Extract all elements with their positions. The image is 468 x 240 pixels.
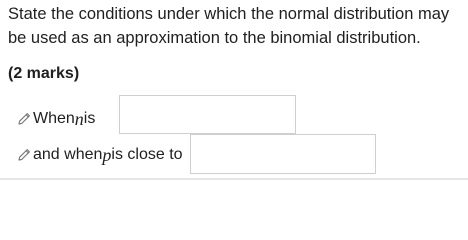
variable-n: n — [74, 109, 84, 129]
answer-input-p[interactable] — [190, 134, 376, 174]
answer-suffix: is — [83, 110, 96, 127]
answer-row-n — [16, 109, 95, 129]
answer-prefix: and when — [33, 146, 103, 163]
pencil-icon — [16, 111, 32, 127]
pencil-icon — [16, 147, 32, 163]
answer-row-p — [16, 145, 183, 165]
marks-label: (2 marks) — [8, 65, 80, 82]
answer-suffix: is close to — [111, 146, 183, 163]
variable-p: p — [102, 145, 112, 165]
answer-input-n[interactable] — [119, 95, 296, 134]
bottom-divider — [0, 178, 468, 180]
answer-prefix: When — [33, 110, 75, 127]
question-text: State the conditions under which the normal distribution may be used as an approximation to the binomial distribution. — [8, 5, 450, 47]
